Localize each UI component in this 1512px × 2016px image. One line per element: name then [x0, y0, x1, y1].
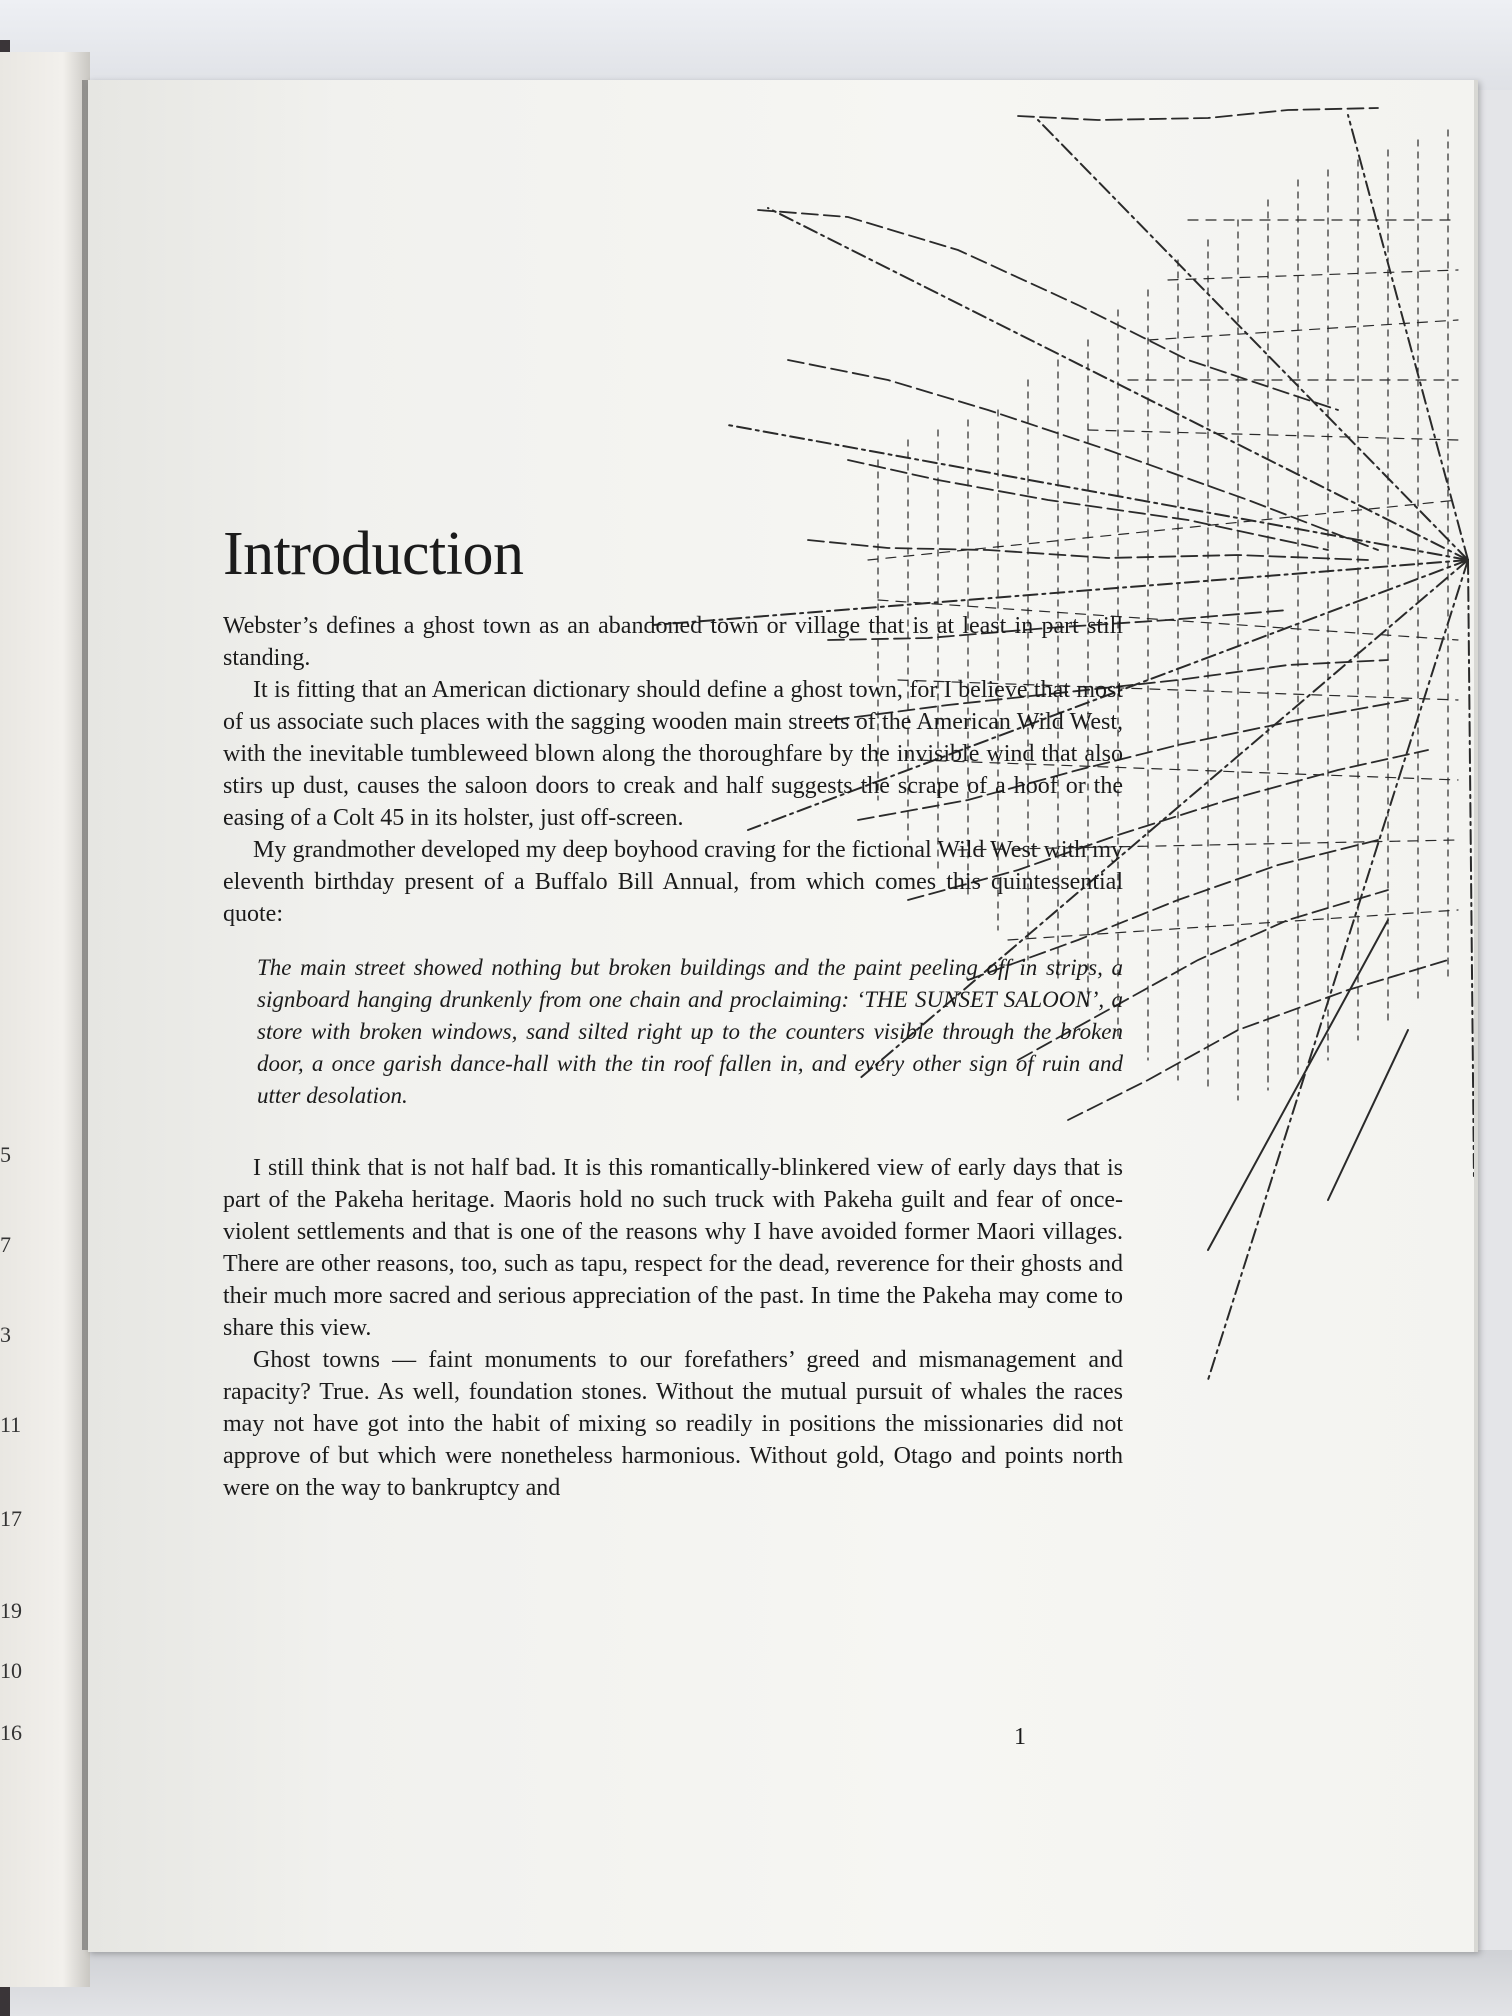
left-page-number: 10 — [0, 1658, 22, 1683]
page-text — [223, 520, 1123, 1504]
paragraph: I still think that is not half bad. It is this romantically-blinkered view of early days that is part of the Pakeha heritage. Maoris hold no such truck with Pakeha guilt and fear of once-violent settlements and that is one of the reasons why I have avoided former Maori villages. There are other reasons, too, such as tapu, respect for the dead, reverence for their ghosts and their much more sacred and serious appreciation of the past. In time the Pakeha may come to share this view. — [223, 1155, 1123, 1342]
chapter-title: Introduction — [223, 520, 524, 588]
spacer — [223, 1134, 1123, 1152]
background-wall — [0, 0, 1512, 90]
left-page-number: 16 — [0, 1720, 22, 1745]
left-page-number: 17 — [0, 1506, 22, 1531]
page-number: 1 — [1014, 1724, 1026, 1750]
block-quote: The main street showed nothing but broken buildings and the paint peeling off in strips, a signboard hanging drunkenly from one chain and proclaiming: ‘THE SUNSET SALOON’, a store with broken windows, sand silted right up to the counters visible through the broken door, a once garish dance-hall with the tin roof fallen in, and every other sign of ruin and utter desolation. — [257, 955, 1123, 1109]
left-page-number: 11 — [0, 1412, 22, 1437]
left-page-number: 19 — [0, 1598, 22, 1623]
left-page-number: 7 — [0, 1232, 11, 1257]
paragraph: Ghost towns — faint monuments to our forefathers’ greed and mismanagement and rapacity? True. As well, foundation stones. Without the mutual pursuit of whales the races may not have got into the habit of mixing so readily in positions the missionaries did not approve of but which were nonetheless harmonious. Without gold, Otago and points north were on the way to bankruptcy and — [223, 1347, 1123, 1502]
left-page-number: 5 — [0, 1142, 11, 1167]
paragraph: Webster’s defines a ghost town as an abandoned town or village that is at least in part still standing. — [223, 613, 1123, 672]
left-page-number: 3 — [0, 1322, 11, 1347]
paragraph: My grandmother developed my deep boyhood craving for the fictional Wild West with my eleventh birthday present of a Buffalo Bill Annual, from which comes this quintessential quote: — [223, 837, 1123, 928]
book-page — [88, 80, 1478, 1952]
paragraph: It is fitting that an American dictionary should define a ghost town, for I believe that most of us associate such places with the sagging wooden main streets of the American Wild West, with the inevitable tumbleweed blown along the thoroughfare by the invisible wind that also stirs up dust, causes the saloon doors to creak and half suggests the scrape of a hoof or the easing of a Colt 45 in its holster, just off-screen. — [223, 677, 1123, 832]
left-page — [0, 52, 90, 1987]
table-surface — [0, 1950, 1512, 2016]
